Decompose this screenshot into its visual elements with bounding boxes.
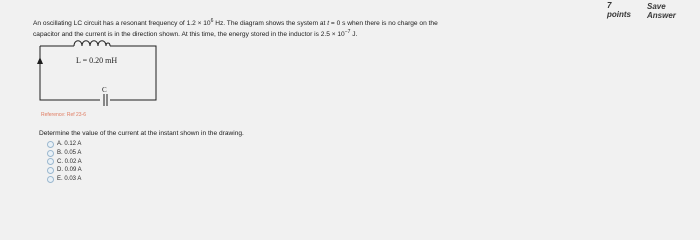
choice-label: B. 0.05 A xyxy=(57,149,82,156)
question-line-1 xyxy=(33,17,593,28)
choice-label: E. 0.03 A xyxy=(57,176,82,183)
energy-exponent: −7 xyxy=(344,29,351,36)
radio-button-icon[interactable] xyxy=(47,141,54,148)
radio-button-icon[interactable] xyxy=(47,150,54,157)
radio-button-icon[interactable] xyxy=(47,176,54,183)
question-line-1-part-b: Hz. The diagram shows the system at xyxy=(213,20,328,28)
question-line-1-part-a: An oscillating LC circuit has a resonant frequency of 1.2 × 10 xyxy=(33,20,211,28)
time-variable: t xyxy=(327,20,330,28)
question-prompt: Determine the value of the current at the instant shown in the drawing. xyxy=(39,130,244,137)
lc-circuit-diagram xyxy=(34,38,162,106)
choice-d[interactable] xyxy=(47,166,82,175)
radio-button-icon[interactable] xyxy=(47,167,54,174)
question-line-2-part-a: capacitor and the current is in the direction shown. At this time, the energy stored in the inductor is 2.5 × 10 xyxy=(33,31,345,39)
choice-b[interactable] xyxy=(47,149,82,158)
question-line-2-part-b: J. xyxy=(350,31,358,39)
choice-label: C. 0.02 A xyxy=(57,158,82,165)
choice-c[interactable] xyxy=(47,158,82,167)
frequency-exponent: 6 xyxy=(210,18,214,24)
question-text xyxy=(33,17,593,39)
reference-text: Reference: Ref 23-6 xyxy=(41,112,87,118)
circuit-wire xyxy=(40,46,156,100)
points-value: 7 points xyxy=(607,1,631,19)
save-answer-button[interactable]: Save Answer xyxy=(647,2,676,20)
choice-label: A. 0.12 A xyxy=(57,141,82,147)
choice-label: D. 0.09 A xyxy=(57,167,82,174)
choice-e[interactable] xyxy=(47,175,82,184)
capacitor-label: C xyxy=(102,86,107,94)
question-line-1-part-c: = 0 s when there is no charge on the xyxy=(329,20,438,28)
radio-button-icon[interactable] xyxy=(47,158,54,165)
inductor-label: L = 0.20 mH xyxy=(76,56,118,65)
inductor-coil-icon xyxy=(74,41,110,46)
answer-choices xyxy=(47,140,82,184)
choice-a[interactable] xyxy=(47,140,82,149)
current-direction-arrow-icon xyxy=(37,57,43,64)
